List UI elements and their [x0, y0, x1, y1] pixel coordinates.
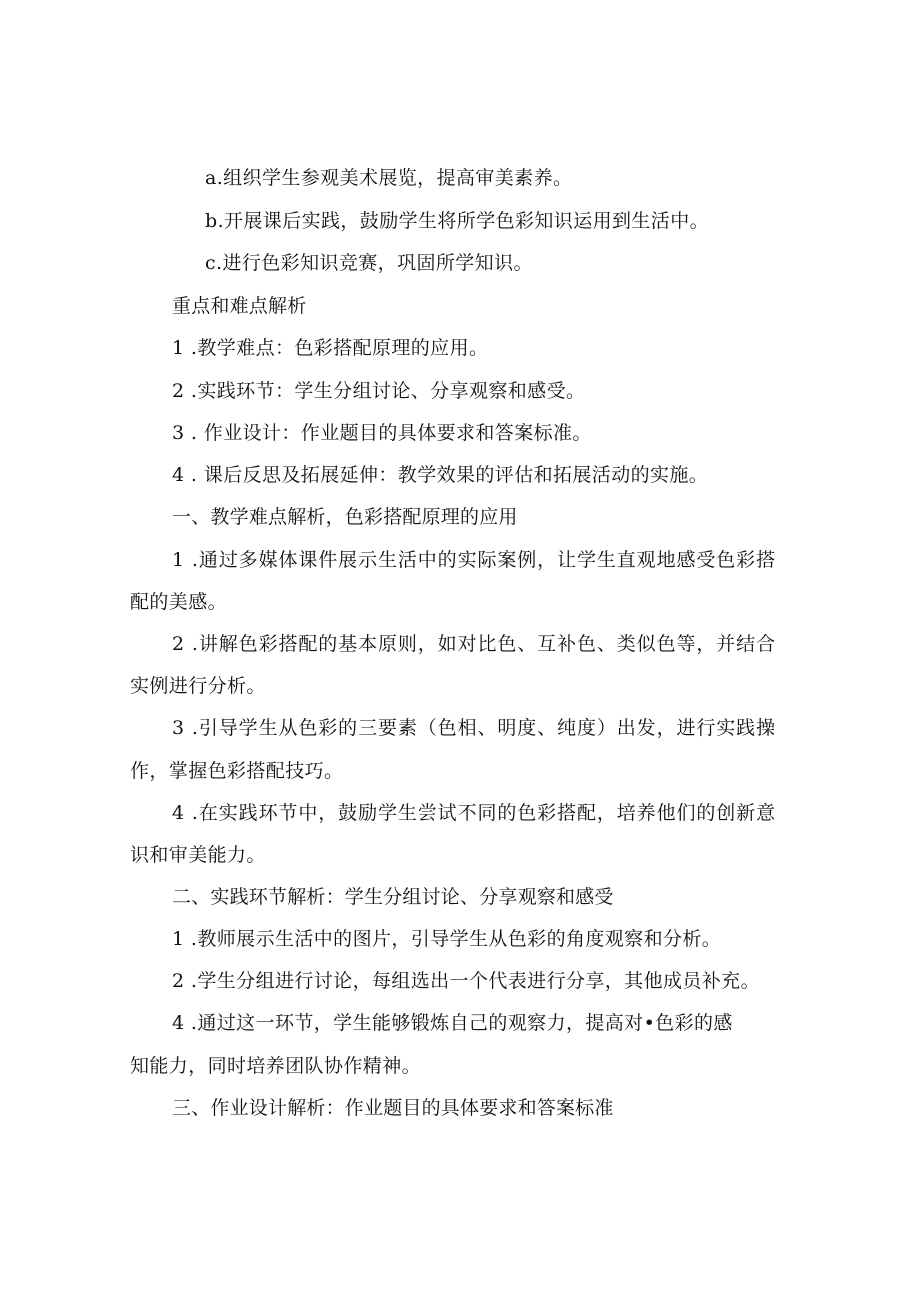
sub-item-c: c.进行色彩知识竞赛，巩固所学知识。: [205, 252, 533, 274]
section1-item-2-line1: 2 .讲解色彩搭配的基本原则，如对比色、互补色、类似色等，并结合: [172, 633, 776, 655]
section1-item-1-line1: 1 .通过多媒体课件展示生活中的实际案例，让学生直观地感受色彩搭: [172, 549, 776, 571]
section1-item-3-line2: 作，掌握色彩搭配技巧。: [130, 760, 344, 782]
section1-item-2-line2: 实例进行分析。: [130, 675, 266, 697]
section1-item-3-line1: 3 .引导学生从色彩的三要素（色相、明度、纯度）出发，进行实践操: [172, 717, 776, 739]
key-point-3: 3 . 作业设计：作业题目的具体要求和答案标准。: [172, 422, 592, 444]
section1-heading: 一、教学难点解析，色彩搭配原理的应用: [172, 506, 518, 528]
section3-heading: 三、作业设计解析：作业题目的具体要求和答案标准: [172, 1097, 614, 1119]
key-point-2: 2 .实践环节：学生分组讨论、分享观察和感受。: [172, 380, 586, 402]
sub-item-b: b.开展课后实践，鼓励学生将所学色彩知识运用到生活中。: [205, 210, 710, 232]
section2-item-4-line2: 知能力，同时培养团队协作精神。: [130, 1055, 422, 1077]
section2-item-4-line1: 4 .通过这一环节，学生能够锻炼自己的观察力，提高对•色彩的感: [172, 1012, 733, 1034]
section2-item-1: 1 .教师展示生活中的图片，引导学生从色彩的角度观察和分析。: [172, 928, 722, 950]
section1-item-1-line2: 配的美感。: [130, 591, 228, 613]
section1-item-4-line1: 4 .在实践环节中，鼓励学生尝试不同的色彩搭配，培养他们的创新意: [172, 802, 776, 824]
key-point-4: 4 . 课后反思及拓展延伸：教学效果的评估和拓展活动的实施。: [172, 464, 709, 486]
key-point-1: 1 .教学难点：色彩搭配原理的应用。: [172, 337, 489, 359]
section1-item-4-line2: 识和审美能力。: [130, 844, 266, 866]
sub-item-a: a.组织学生参观美术展览，提高审美素养。: [205, 167, 573, 189]
section2-heading: 二、实践环节解析：学生分组讨论、分享观察和感受: [172, 886, 614, 908]
section2-item-2: 2 .学生分组进行讨论，每组选出一个代表进行分享，其他成员补充。: [172, 970, 760, 992]
key-points-heading: 重点和难点解析: [172, 295, 307, 317]
